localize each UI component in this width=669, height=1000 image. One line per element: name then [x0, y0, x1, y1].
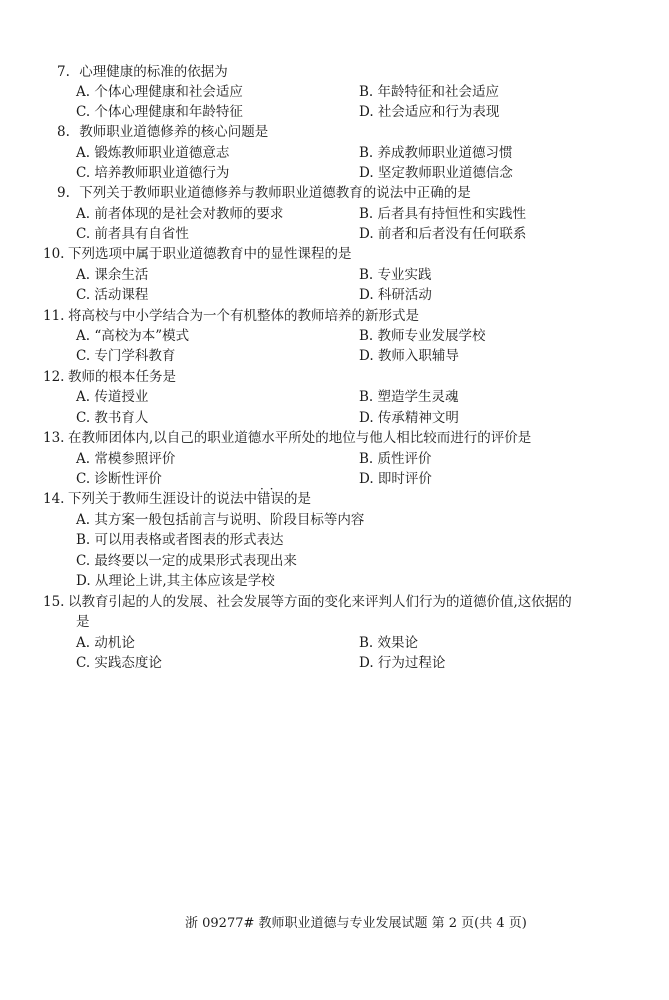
option-a: A. “高校为本”模式 [76, 328, 190, 344]
question-10 [43, 244, 352, 264]
option-a: A. 前者体现的是社会对教师的要求 [76, 206, 284, 222]
option-c: C. 个体心理健康和年龄特征 [76, 104, 243, 120]
option-d: D. 前者和后者没有任何联系 [359, 226, 527, 242]
option-a: A. 课余生活 [76, 267, 149, 283]
question-stem: 教师职业道德修养的核心问题是 [79, 124, 269, 140]
question-number: 8. [57, 124, 70, 140]
option-a: A. 其方案一般包括前言与说明、阶段目标等内容 [76, 512, 365, 528]
question-number: 7. [57, 64, 70, 80]
option-d: D. 传承精神文明 [359, 410, 459, 426]
question-stem: 心理健康的标准的依据为 [79, 64, 228, 80]
option-b: B. 专业实践 [359, 267, 432, 283]
question-14 [43, 489, 311, 509]
question-stem-continued: 是 [76, 614, 90, 630]
question-number: 14. [43, 491, 65, 507]
question-number: 12. [43, 369, 65, 385]
option-b: B. 养成教师职业道德习惯 [359, 145, 513, 161]
option-d: D. 教师入职辅导 [359, 348, 459, 364]
option-b: B. 后者具有持恒性和实践性 [359, 206, 527, 222]
option-a: A. 锻炼教师职业道德意志 [76, 145, 230, 161]
option-c: C. 教书育人 [76, 410, 149, 426]
option-c: C. 培养教师职业道德行为 [76, 165, 230, 181]
option-b: B. 塑造学生灵魂 [359, 389, 459, 405]
page-footer: 浙 09277# 教师职业道德与专业发展试题 第 2 页(共 4 页) [185, 916, 527, 931]
option-d: D. 行为过程论 [359, 655, 446, 671]
question-stem: 教师的根本任务是 [68, 369, 176, 385]
option-d: D. 科研活动 [359, 287, 432, 303]
question-stem: 下列关于教师生涯设计的说法中 [68, 491, 257, 507]
option-c: C. 活动课程 [76, 287, 149, 303]
option-b: B. 质性评价 [359, 451, 432, 467]
question-15 [43, 592, 572, 612]
question-8 [57, 122, 268, 142]
option-d: D. 坚定教师职业道德信念 [359, 165, 513, 181]
option-c: C. 前者具有自省性 [76, 226, 189, 242]
option-a: A. 动机论 [76, 635, 135, 651]
question-stem: 将高校与中小学结合为一个有机整体的教师培养的新形式是 [68, 308, 419, 324]
question-13 [43, 428, 532, 448]
option-c: C. 诊断性评价 [76, 471, 162, 487]
question-stem: 下列关于教师职业道德修养与教师职业道德教育的说法中正确的是 [79, 185, 471, 201]
question-number: 13. [43, 430, 65, 446]
question-stem: 下列选项中属于职业道德教育中的显性课程的是 [68, 246, 352, 262]
option-b: B. 可以用表格或者图表的形式表达 [76, 532, 284, 548]
question-9 [57, 183, 471, 203]
question-7 [57, 62, 228, 82]
option-d: D. 从理论上讲,其主体应该是学校 [76, 573, 275, 589]
option-a: A. 个体心理健康和社会适应 [76, 84, 243, 100]
option-c: C. 专门学科教育 [76, 348, 176, 364]
option-a: A. 传道授业 [76, 389, 149, 405]
option-b: B. 年龄特征和社会适应 [359, 84, 500, 100]
option-a: A. 常模参照评价 [76, 451, 176, 467]
question-number: 15. [43, 594, 65, 610]
emphasized-word: 错误 · · [257, 491, 284, 507]
option-c: C. 最终要以一定的成果形式表现出来 [76, 553, 297, 569]
option-d: D. 社会适应和行为表现 [359, 104, 500, 120]
question-stem: 在教师团体内,以自己的职业道德水平所处的地位与他人相比较而进行的评价是 [68, 430, 532, 446]
option-b: B. 效果论 [359, 635, 419, 651]
option-c: C. 实践态度论 [76, 655, 162, 671]
question-11 [43, 306, 419, 326]
question-stem-end: 的是 [284, 491, 311, 507]
question-number: 11. [43, 308, 65, 324]
question-number: 10. [43, 246, 65, 262]
question-12 [43, 367, 176, 387]
option-d: D. 即时评价 [359, 471, 432, 487]
question-stem: 以教育引起的人的发展、社会发展等方面的变化来评判人们行为的道德价值,这依据的 [68, 594, 572, 610]
option-b: B. 教师专业发展学校 [359, 328, 486, 344]
question-number: 9. [57, 185, 70, 201]
